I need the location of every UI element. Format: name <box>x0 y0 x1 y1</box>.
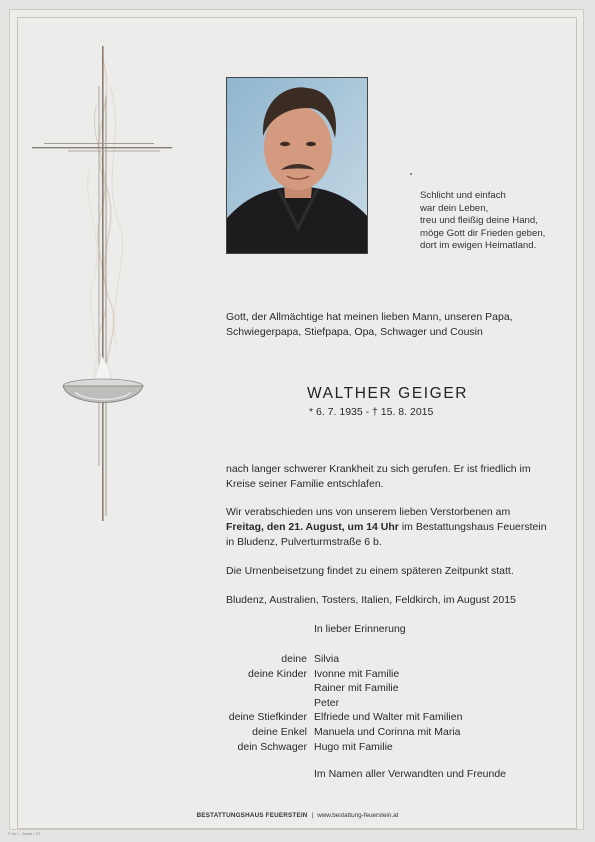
urn-burial-text: Die Urnenbeisetzung findet zu einem späteren Zeitpunkt statt. <box>226 565 514 577</box>
family-row <box>180 652 462 667</box>
family-names: Silvia <box>314 653 340 665</box>
family-list <box>180 652 462 754</box>
footer-separator: | <box>311 812 314 819</box>
funeral-location: im Bestattungshaus Feuerstein in Bludenz, Pulverturmstraße 6 b. <box>226 521 547 548</box>
intro-text: Gott, der Allmächtige hat meinen lieben Mann, unseren Papa, Schwiegerpapa, Stiefpapa, Opa, Schwager und Cousin <box>226 311 513 338</box>
place-and-date: Bludenz, Australien, Tosters, Italien, Feldkirch, im August 2015 <box>226 594 516 606</box>
family-relation: deine Kinder <box>248 667 307 680</box>
family-row <box>180 725 462 740</box>
family-relation <box>180 681 314 696</box>
death-notice-text: nach langer schwerer Krankheit zu sich gerufen. Er ist friedlich im Kreise seiner Familie entschlafen. <box>226 463 531 490</box>
portrait-photo <box>226 77 368 254</box>
family-names: Rainer mit Familie <box>314 682 399 695</box>
funeral-details <box>226 505 556 550</box>
family-row <box>180 740 462 755</box>
closing-line: Im Namen aller Verwandten und Freunde <box>314 768 507 780</box>
cross-with-flame-icon <box>30 46 180 526</box>
family-relation: dein Schwager <box>237 740 307 753</box>
family-row <box>180 667 462 682</box>
poem <box>420 190 545 253</box>
funeral-intro: Wir verabschieden uns von unserem lieben Verstorbenen am <box>226 506 511 518</box>
family-row <box>180 681 462 696</box>
family-row <box>180 710 462 725</box>
poem-line: war dein Leben, <box>420 202 489 214</box>
funeral-date: Freitag, den 21. August, um 14 Uhr <box>226 521 399 533</box>
footer-url[interactable]: www.bestattung-feuerstein.at <box>317 812 399 819</box>
poem-line: treu und fleißig deine Hand, <box>420 215 538 227</box>
memory-line: In lieber Erinnerung <box>314 623 406 635</box>
family-names: Ivonne mit Familie <box>314 667 400 680</box>
family-row <box>180 696 462 711</box>
footer <box>0 812 595 819</box>
family-relation: deine <box>281 653 307 665</box>
footer-brand: BESTATTUNGSHAUS FEUERSTEIN <box>196 812 308 819</box>
poem-line: Schlicht und einfach <box>420 190 506 201</box>
family-names: Elfriede und Walter mit Familien <box>314 711 463 724</box>
poem-line: dort im ewigen Heimatland. <box>420 240 537 252</box>
decorative-dot <box>410 173 412 175</box>
life-dates: * 6. 7. 1935 - † 15. 8. 2015 <box>309 406 434 418</box>
deceased-name: WALTHER GEIGER <box>307 385 469 402</box>
family-names: Manuela und Corinna mit Maria <box>314 725 461 738</box>
family-relation: deine Stiefkinder <box>228 711 307 724</box>
family-names: Peter <box>314 696 340 709</box>
family-names: Hugo mit Familie <box>314 740 393 753</box>
family-relation: deine Enkel <box>252 725 307 738</box>
print-code: © by t - Juwel / 13 <box>8 831 41 836</box>
poem-line: möge Gott dir Frieden geben, <box>420 227 546 239</box>
family-relation <box>180 696 314 711</box>
